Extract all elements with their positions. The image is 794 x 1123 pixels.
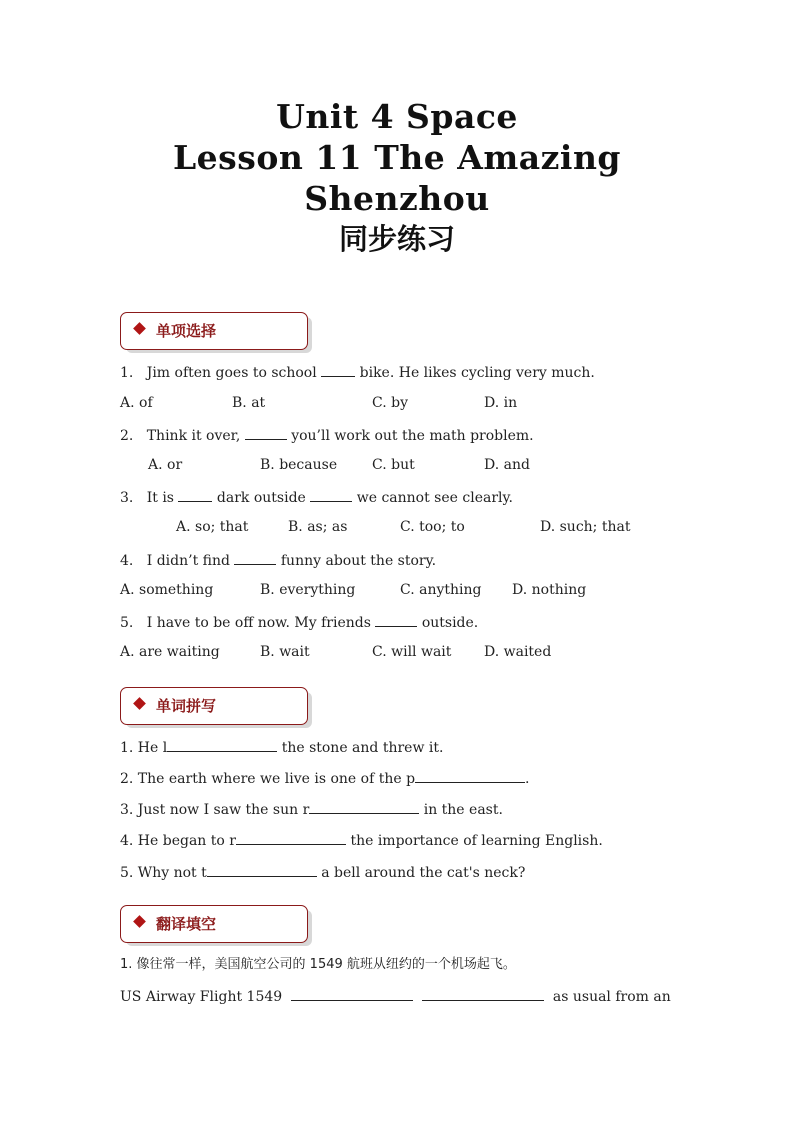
answer-blank[interactable]	[291, 986, 413, 1001]
section-label: 单项选择	[156, 322, 217, 340]
diamond-icon	[133, 697, 146, 710]
mc-1-option-c[interactable]: C. by	[372, 395, 408, 411]
spelling-item-5: 5. Why not t a bell around the cat's neck?	[120, 862, 525, 882]
title-unit: Unit 4 Space	[276, 97, 518, 136]
title-practice: 同步练习	[338, 222, 455, 256]
mc-5-option-a[interactable]: A. are waiting	[120, 644, 220, 660]
mc-5-option-c[interactable]: C. will wait	[372, 644, 452, 660]
answer-blank[interactable]	[236, 830, 346, 845]
mc-4-option-b[interactable]: B. everything	[260, 582, 356, 598]
mc-question-4: 4. I didn’t find funny about the story.	[120, 550, 436, 570]
spelling-item-1: 1. He l the stone and threw it.	[120, 737, 443, 757]
mc-1-option-d[interactable]: D. in	[484, 395, 518, 411]
spelling-item-4: 4. He began to r the importance of learning English.	[120, 830, 603, 850]
mc-2-option-d[interactable]: D. and	[484, 457, 530, 473]
section-header-spelling	[120, 687, 308, 725]
mc-4-option-d[interactable]: D. nothing	[512, 582, 587, 598]
page-title	[0, 96, 794, 259]
title-lesson-cont: Shenzhou	[304, 179, 490, 218]
mc-3-option-c[interactable]: C. too; to	[400, 519, 465, 535]
mc-question-2: 2. Think it over, you’ll work out the math problem.	[120, 425, 534, 445]
answer-blank[interactable]	[234, 550, 276, 565]
section-label: 翻译填空	[156, 915, 217, 933]
spelling-item-3: 3. Just now I saw the sun r in the east.	[120, 799, 503, 819]
answer-blank[interactable]	[375, 612, 417, 627]
mc-1-option-b[interactable]: B. at	[232, 395, 266, 411]
mc-4-option-c[interactable]: C. anything	[400, 582, 482, 598]
answer-blank[interactable]	[178, 487, 212, 502]
mc-3-option-a[interactable]: A. so; that	[176, 519, 249, 535]
mc-question-3: 3. It is dark outside we cannot see clearly.	[120, 487, 513, 507]
mc-question-5: 5. I have to be off now. My friends outside.	[120, 612, 478, 632]
answer-blank[interactable]	[167, 737, 277, 752]
answer-blank[interactable]	[309, 799, 419, 814]
mc-5-option-d[interactable]: D. waited	[484, 644, 552, 660]
answer-blank[interactable]	[245, 425, 287, 440]
translation-question-1: 1. 像往常一样，美国航空公司的 1549 航班从纽约的一个机场起飞。	[120, 957, 516, 972]
mc-3-option-b[interactable]: B. as; as	[288, 519, 348, 535]
answer-blank[interactable]	[422, 986, 544, 1001]
mc-3-option-d[interactable]: D. such; that	[540, 519, 631, 535]
answer-blank[interactable]	[310, 487, 352, 502]
mc-2-option-c[interactable]: C. but	[372, 457, 415, 473]
diamond-icon	[133, 915, 146, 928]
answer-blank[interactable]	[321, 362, 355, 377]
mc-5-option-b[interactable]: B. wait	[260, 644, 310, 660]
mc-2-option-a[interactable]: A. or	[148, 457, 183, 473]
section-header-translation	[120, 905, 308, 943]
mc-1-option-a[interactable]: A. of	[120, 395, 153, 411]
section-label: 单词拼写	[156, 697, 217, 715]
translation-answer-1: US Airway Flight 1549 as usual from an	[120, 986, 671, 1006]
mc-2-option-b[interactable]: B. because	[260, 457, 338, 473]
answer-blank[interactable]	[207, 862, 317, 877]
answer-blank[interactable]	[415, 768, 525, 783]
mc-4-option-a[interactable]: A. something	[120, 582, 214, 598]
section-header-multiple-choice	[120, 312, 308, 350]
mc-question-1: 1. Jim often goes to school bike. He likes cycling very much.	[120, 362, 595, 382]
spelling-item-2: 2. The earth where we live is one of the p .	[120, 768, 530, 788]
diamond-icon	[133, 322, 146, 335]
title-lesson: Lesson 11 The Amazing	[172, 138, 622, 177]
